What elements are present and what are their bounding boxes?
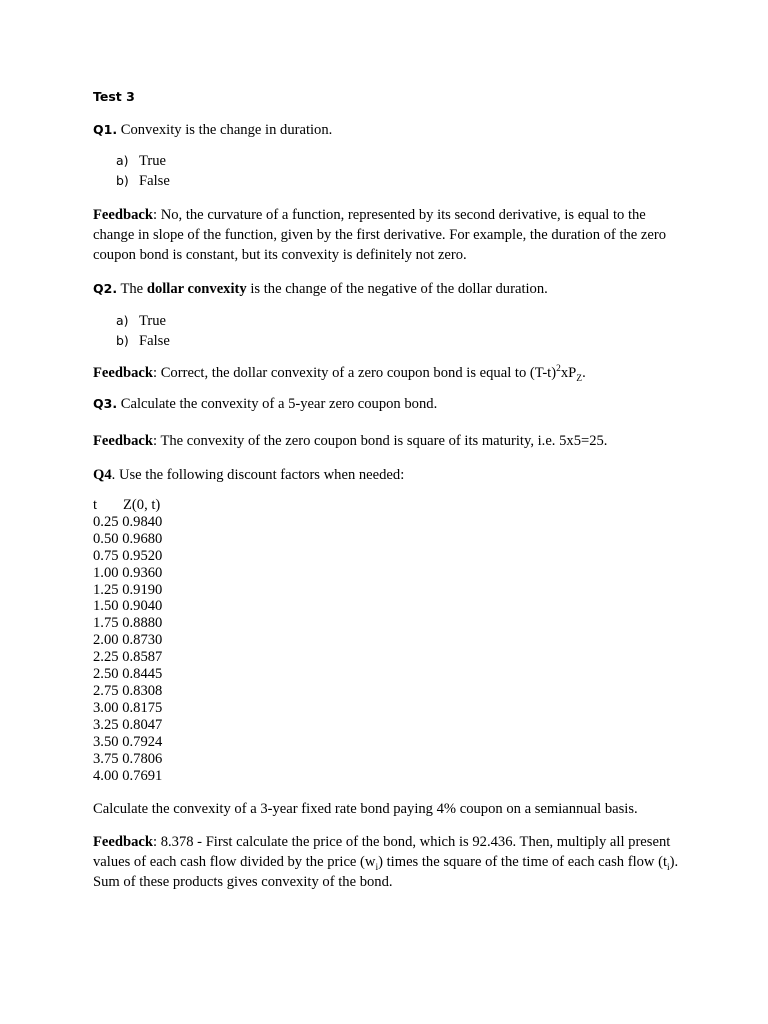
table-cell-t: 1.00: [93, 564, 119, 581]
table-cell-t: 3.25: [93, 716, 119, 733]
table-cell-t: 2.50: [93, 666, 119, 683]
table-cell-z: 0.7924: [122, 733, 163, 750]
q1-option-b-letter: b): [116, 173, 129, 188]
table-cell-t: 1.75: [93, 615, 119, 632]
q4-feedback-label: Feedback: [93, 834, 153, 850]
table-header: [93, 497, 162, 514]
q2-option-b-letter: b): [116, 333, 129, 348]
q2-feedback-text: : Correct, the dollar convexity of a zero coupon bond is equal to (T-t): [153, 365, 557, 381]
q2-text-bold: dollar convexity: [146, 281, 247, 297]
q2-text-post: is the change of the negative of the dollar duration.: [250, 281, 548, 297]
q1-option-a: [116, 151, 166, 171]
table-cell-t: 0.75: [93, 547, 119, 564]
q1-option-b-text: False: [139, 173, 170, 189]
q3-text: Calculate the convexity of a 5-year zero coupon bond.: [120, 396, 438, 412]
table-row: [93, 683, 162, 700]
table-cell-z: 0.8175: [122, 699, 163, 716]
q2-option-b: [116, 331, 170, 351]
q4-label: Q4: [93, 467, 112, 483]
table-cell-z: 0.8730: [122, 632, 163, 649]
table-row: [93, 666, 162, 683]
q1-text: Convexity is the change in duration.: [120, 122, 333, 138]
table-cell-t: 4.00: [93, 767, 119, 784]
table-cell-t: 3.00: [93, 699, 119, 716]
q2-option-a: [116, 311, 166, 331]
q1-option-a-text: True: [139, 153, 167, 169]
table-cell-t: 2.75: [93, 682, 119, 699]
q4-feedback-sub2: i: [667, 862, 670, 873]
q3-feedback-text: : The convexity of the zero coupon bond is square of its maturity, i.e. 5x5=25.: [153, 433, 608, 449]
table-cell-z: 0.9680: [122, 530, 163, 547]
table-cell-z: 0.9040: [122, 598, 163, 615]
table-cell-z: 0.8047: [122, 716, 163, 733]
table-row: [93, 615, 162, 632]
table-row: [93, 700, 162, 717]
table-row: [93, 717, 162, 734]
q4-feedback: [93, 832, 683, 892]
table-cell-z: 0.9360: [122, 564, 163, 581]
table-row: [93, 751, 162, 768]
q1-feedback-text: : No, the curvature of a function, represented by its second derivative, is equal to the change in slope of the function, given by the first derivative. For example, the duration of the zero coupon bond is constant, but its convexity is definitely not zero.: [93, 207, 667, 263]
table-cell-t: 3.75: [93, 750, 119, 767]
q2-feedback: [93, 363, 586, 383]
table-cell-z: 0.9520: [122, 547, 163, 564]
q2-feedback-sub: Z: [576, 373, 583, 384]
q2-feedback-mid: xP: [560, 365, 577, 381]
q1-label: Q1: [93, 122, 113, 137]
q4-text: . Use the following discount factors when needed:: [111, 467, 405, 483]
table-cell-t: 3.50: [93, 733, 119, 750]
q2-option-a-text: True: [139, 313, 167, 329]
table-cell-z: 0.8587: [122, 649, 163, 666]
table-cell-t: 2.00: [93, 632, 119, 649]
q1-option-a-letter: a): [116, 153, 129, 168]
q2-option-a-letter: a): [116, 313, 129, 328]
table-cell-z: 0.7691: [122, 767, 163, 784]
q2-question: Q2. The dollar convexity is the change of the negative of the dollar duration.: [93, 281, 548, 297]
table-row: [93, 632, 162, 649]
table-cell-z: 0.8880: [122, 615, 163, 632]
table-cell-z: 0.9190: [122, 581, 163, 598]
table-cell-t: 1.25: [93, 581, 119, 598]
q4-calc-question: Calculate the convexity of a 3-year fixed rate bond paying 4% coupon on a semiannual basis.: [93, 801, 638, 817]
q3-feedback: [93, 431, 607, 451]
q1-option-b: [116, 171, 170, 191]
table-row: [93, 649, 162, 666]
q2-feedback-end: .: [582, 365, 586, 381]
table-header-t: t: [93, 497, 98, 513]
table-body: [93, 514, 162, 785]
q2-text-pre: The: [120, 281, 144, 297]
q4-feedback-p3: ). Sum of these products gives convexity of the bond.: [93, 854, 679, 890]
table-cell-z: 0.8308: [122, 682, 163, 699]
table-cell-t: 2.25: [93, 649, 119, 666]
q4-feedback-p1: : 8.378 - First calculate the price of the bond, which is 92.436. Then, multiply all present values of each cash flow divided by the price (w: [93, 834, 671, 870]
q2-label: Q2: [93, 281, 113, 296]
table-row: [93, 734, 162, 751]
table-cell-t: 0.50: [93, 530, 119, 547]
table-row: [93, 565, 162, 582]
table-cell-z: 0.9840: [122, 513, 163, 530]
q1-feedback: [93, 205, 683, 265]
table-row: [93, 598, 162, 615]
table-row: [93, 514, 162, 531]
q3-label: Q3: [93, 396, 113, 411]
table-cell-z: 0.7806: [122, 750, 163, 767]
table-row: [93, 531, 162, 548]
table-cell-z: 0.8445: [122, 666, 163, 683]
q1-feedback-label: Feedback: [93, 207, 153, 223]
q4-feedback-sub1: i: [375, 862, 379, 873]
table-cell-t: 0.25: [93, 513, 119, 530]
q1-question: Q1. Convexity is the change in duration.: [93, 122, 333, 138]
q4-question: [93, 465, 404, 485]
q4-feedback-p2: ) times the square of the time of each cash flow (t: [378, 854, 668, 870]
q2-option-b-text: False: [139, 333, 170, 349]
table-row: [93, 582, 162, 599]
document-title: Test 3: [93, 89, 135, 104]
table-row: [93, 768, 162, 785]
discount-factor-table: [93, 497, 162, 784]
table-row: [93, 548, 162, 565]
q2-feedback-label: Feedback: [93, 365, 153, 381]
q3-feedback-label: Feedback: [93, 433, 153, 449]
table-header-z: Z(0, t): [123, 497, 161, 513]
q2-feedback-sup: 2: [556, 364, 561, 375]
table-cell-t: 1.50: [93, 598, 119, 615]
q3-question: Q3. Calculate the convexity of a 5-year zero coupon bond.: [93, 396, 438, 412]
